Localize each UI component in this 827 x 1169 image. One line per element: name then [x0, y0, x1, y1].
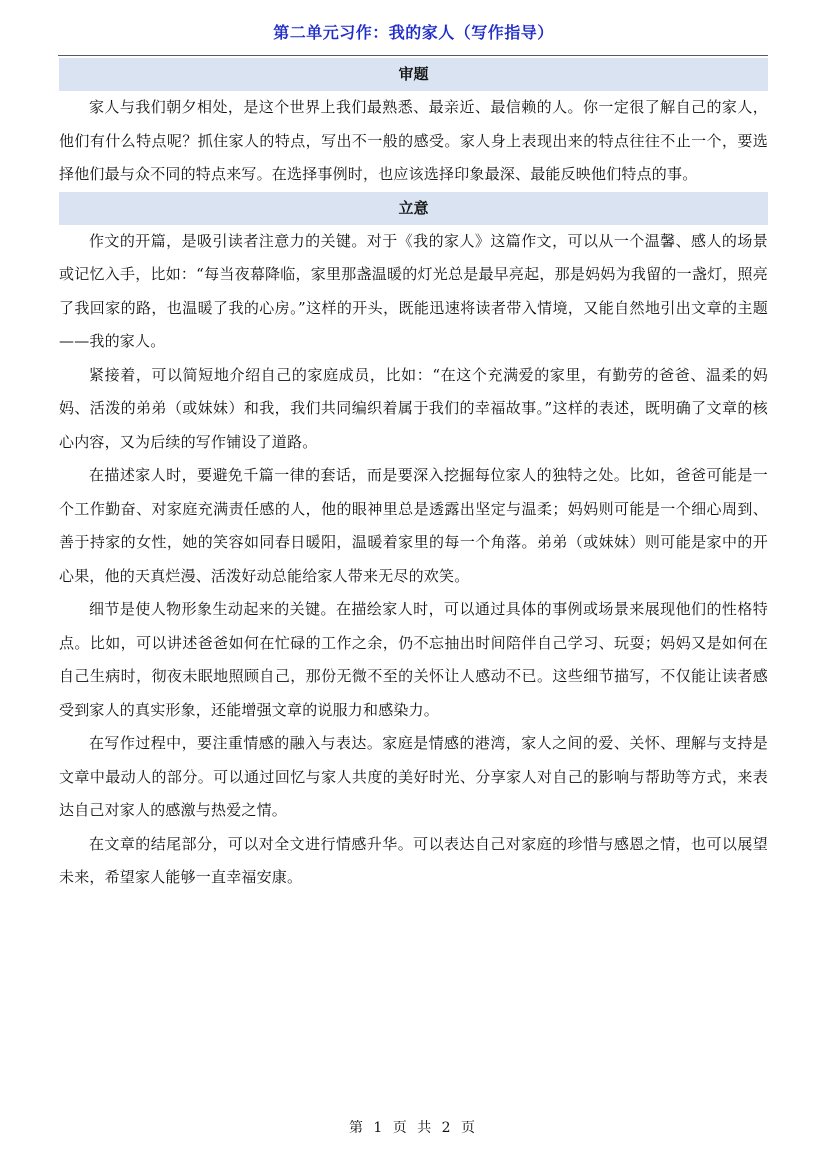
title-divider	[58, 55, 768, 56]
paragraph: 紧接着，可以简短地介绍自己的家庭成员，比如：“在这个充满爱的家里，有勤劳的爸爸、温柔的妈妈、活泼的弟弟（或妹妹）和我，我们共同编织着属于我们的幸福故事。”这样的表述，既明确了文章的核心内容，又为后续的写作铺设了道路。	[59, 365, 768, 451]
document-body	[59, 58, 768, 895]
paragraph: 家人与我们朝夕相处，是这个世界上我们最熟悉、最亲近、最信赖的人。你一定很了解自己的家人，他们有什么特点呢？抓住家人的特点，写出不一般的感受。家人身上表现出来的特点往往不止一个，要选择他们最与众不同的特点来写。在选择事例时，也应该选择印象最深、最能反映他们特点的事。	[59, 98, 768, 183]
paragraph: 在描述家人时，要避免千篇一律的套话，而是要深入挖掘每位家人的独特之处。比如，爸爸可能是一个工作勤奋、对家庭充满责任感的人，他的眼神里总是透露出坚定与温柔；妈妈则可能是一个细心周到、善于持家的女性，她的笑容如同春日暖阳，温暖着家里的每一个角落。弟弟（或妹妹）则可能是家中的开心果，他的天真烂漫、活泼好动总能给家人带来无尽的欢笑。	[59, 466, 768, 585]
paragraph: 细节是使人物形象生动起来的关键。在描绘家人时，可以通过具体的事例或场景来展现他们的性格特点。比如，可以讲述爸爸如何在忙碌的工作之余，仍不忘抽出时间陪伴自己学习、玩耍；妈妈又是如何在自己生病时，彻夜未眠地照顾自己，那份无微不至的关怀让人感动不已。这些细节描写，不仅能让读者感受到家人的真实形象，还能增强文章的说服力和感染力。	[59, 600, 768, 719]
section-heading: 立意	[59, 192, 768, 225]
page-title: 第二单元习作：我的家人（写作指导）	[273, 23, 554, 42]
paragraph: 在文章的结尾部分，可以对全文进行情感升华。可以表达自己对家庭的珍惜与感恩之情，也可以展望未来，希望家人能够一直幸福安康。	[59, 834, 768, 886]
page-footer: 第 1 页 共 2 页	[348, 1120, 479, 1136]
section-liyi	[59, 192, 768, 895]
section-shenti	[59, 58, 768, 192]
paragraph: 作文的开篇，是吸引读者注意力的关键。对于《我的家人》这篇作文，可以从一个温馨、感人的场景或记忆入手，比如：“每当夜幕降临，家里那盏温暖的灯光总是最早亮起，那是妈妈为我留的一盏灯，照亮了我回家的路，也温暖了我的心房。”这样的开头，既能迅速将读者带入情境，又能自然地引出文章的主题——我的家人。	[59, 231, 768, 350]
paragraph: 在写作过程中，要注重情感的融入与表达。家庭是情感的港湾，家人之间的爱、关怀、理解与支持是文章中最动人的部分。可以通过回忆与家人共度的美好时光、分享家人对自己的影响与帮助等方式，来表达自己对家人的感激与热爱之情。	[59, 734, 768, 819]
section-heading: 审题	[59, 58, 768, 91]
